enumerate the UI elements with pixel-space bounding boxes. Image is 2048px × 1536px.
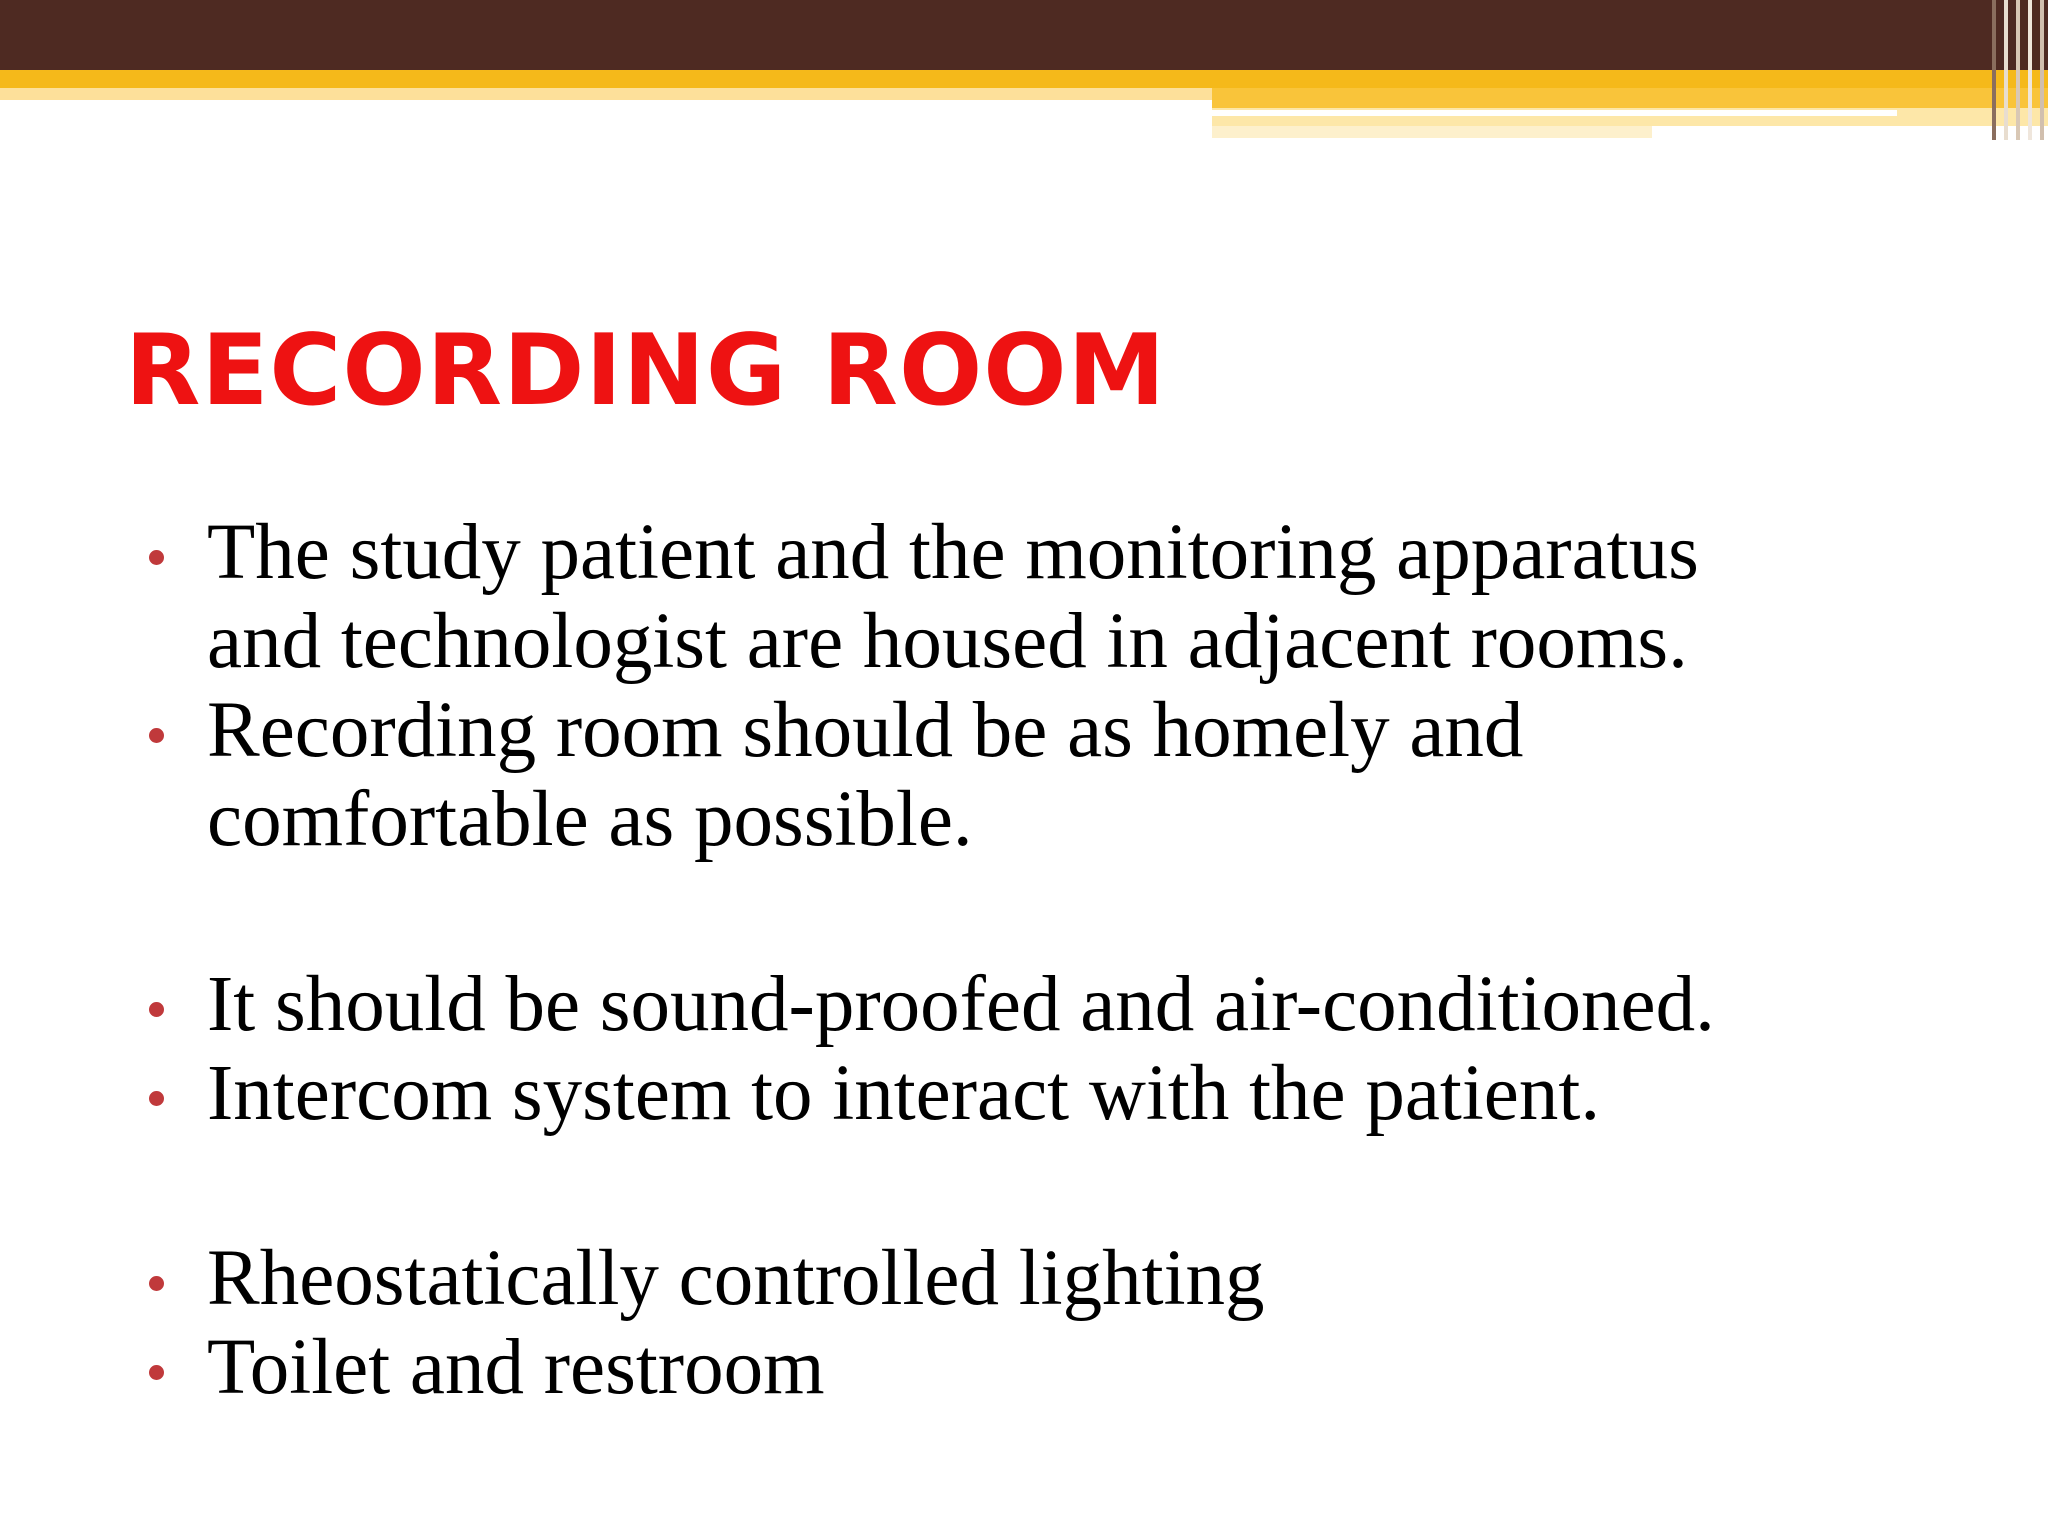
header-band-dark: [0, 0, 2048, 70]
bullet-line: comfortable as possible.: [207, 776, 973, 863]
header-band-gold-light: [0, 88, 1215, 100]
bullet-list: [145, 508, 2005, 1412]
bullet-line: and technologist are housed in adjacent rooms.: [207, 598, 1688, 685]
bullet-item-6: [145, 1323, 2005, 1412]
bullet-item-4: [145, 1049, 2005, 1138]
header-band-right-pale: [1212, 126, 1652, 138]
slide-title: RECORDING ROOM: [125, 314, 1167, 428]
bullet-item-3: [145, 960, 2005, 1049]
bullet-dot-icon: [149, 1002, 164, 1017]
bullet-line: Toilet and restroom: [207, 1324, 825, 1411]
bullet-dot-icon: [149, 1365, 164, 1380]
bullet-dot-icon: [149, 1276, 164, 1291]
bullet-line: Recording room should be as homely and: [207, 687, 1524, 774]
bullet-dot-icon: [149, 1091, 164, 1106]
bullet-dot-icon: [149, 550, 164, 565]
header-band-gold: [0, 70, 2048, 90]
bullet-dot-icon: [149, 728, 164, 743]
bullet-line: Rheostatically controlled lighting: [207, 1235, 1265, 1322]
header-band-right-gold: [1212, 88, 2048, 108]
bullet-line: Intercom system to interact with the patient.: [207, 1050, 1601, 1137]
bullet-item-2: [145, 686, 2005, 864]
bullet-line: The study patient and the monitoring apparatus: [207, 509, 1699, 596]
bullet-line: It should be sound-proofed and air-conditioned.: [207, 961, 1715, 1048]
bullet-item-1: [145, 508, 2005, 686]
bullet-item-5: [145, 1234, 2005, 1323]
header-band-right-line: [1212, 110, 1897, 116]
right-edge-stripes: [1988, 0, 2048, 140]
